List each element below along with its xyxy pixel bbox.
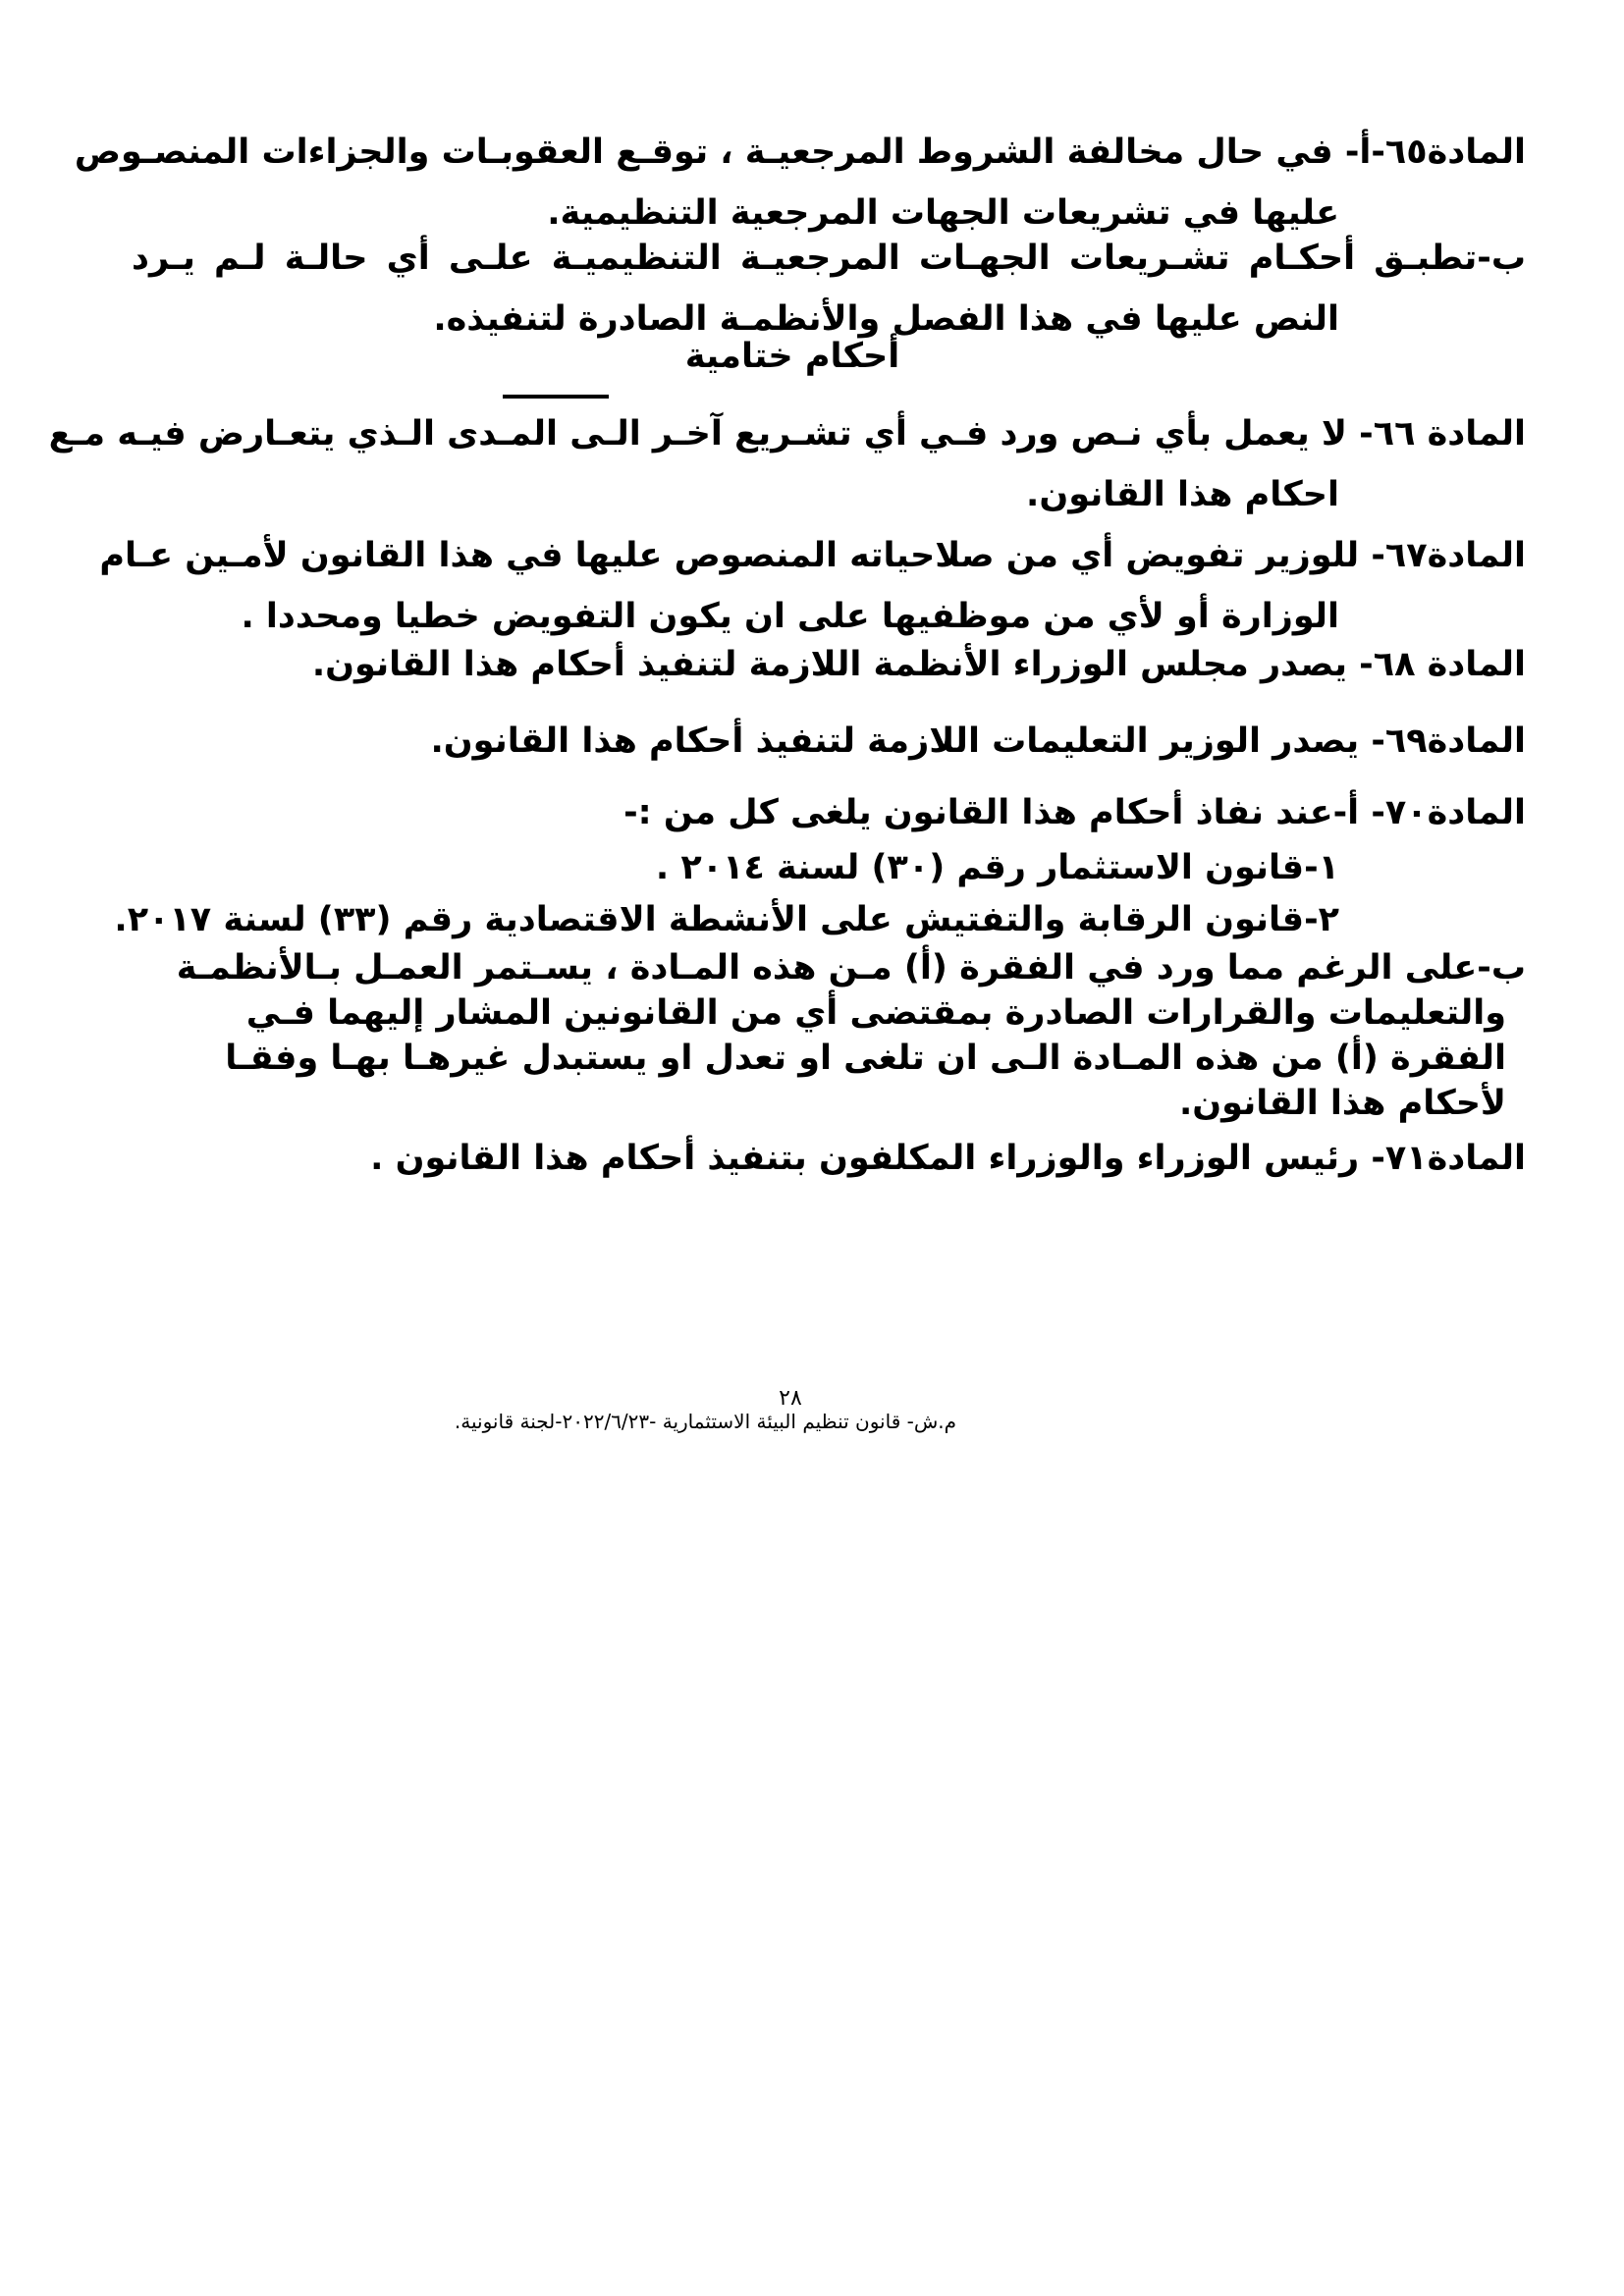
article-70-item-2-block [114,889,1526,950]
article-67-line-2: الوزارة أو لأي من موظفيها على ان يكون التفويض خطيا ومحددا . [241,597,1339,636]
article-65-line-2: عليها في تشريعات الجهات المرجعية التنظيمية. [547,193,1339,233]
article-65-line-1: المادة٦٥-أ- في حال مخالفة الشروط المرجعيـة ، توقـع العقوبـات والجزاءات المنصـوص [74,133,1526,172]
article-69 [132,711,1526,772]
article-66-line-2: احكام هذا القانون. [1026,475,1339,514]
article-67 [99,525,1526,647]
article-70-para-b-line-1: ب-على الرغم مما ورد في الفقرة (أ) مـن هذه المـادة ، يسـتمر العمـل بـالأنظمـة [176,948,1526,988]
article-70-para-b [176,945,1526,1126]
article-66 [48,403,1526,525]
section-heading: أحكام ختامية [684,337,900,376]
article-66-line-1: المادة ٦٦- لا يعمل بأي نـص ورد فـي أي تشـريع آخـر الـى المـدى الـذي يتعـارض فيـه مـع [48,414,1526,454]
article-65-line-4: النص عليها في هذا الفصل والأنظمـة الصادرة لتنفيذه. [433,299,1339,339]
article-70-para-b-line-3: الفقرة (أ) من هذه المـادة الـى ان تلغى او تعدل او يستبدل غيرهـا بهـا وفقـا [225,1039,1506,1078]
article-69-text: المادة٦٩- يصدر الوزير التعليمات اللازمة لتنفيذ أحكام هذا القانون. [430,721,1526,761]
article-68-text: المادة ٦٨- يصدر مجلس الوزراء الأنظمة اللازمة لتنفيذ أحكام هذا القانون. [311,645,1526,684]
article-70-item-2: ٢-قانون الرقابة والتفتيش على الأنشطة الاقتصادية رقم (٣٣) لسنة ٢٠١٧. [114,900,1339,939]
article-71-text: المادة٧١- رئيس الوزراء والوزراء المكلفون بتنفيذ أحكام هذا القانون . [370,1139,1526,1178]
article-65-line-3: ب-تطبـق أحكـام تشـريعات الجهـات المرجعيـة التنظيميـة علـى أي حالـة لـم يـرد [132,239,1526,278]
article-70 [132,782,1526,843]
article-70-item-1: ١-قانون الاستثمار رقم (٣٠) لسنة ٢٠١٤ . [655,848,1339,887]
heading-underline [503,395,609,399]
article-68 [132,634,1526,695]
article-71 [132,1128,1526,1189]
footer-text: م.ش- قانون تنظيم البيئة الاستثمارية -٢٠٢٢/٦/٢٣-لجنة قانونية. [454,1410,956,1433]
article-70-para-b-line-2: والتعليمات والقرارات الصادرة بمقتضى أي من القانونين المشار إليهما فـي [245,993,1506,1033]
article-65-para-b [132,228,1526,349]
article-65 [74,122,1526,243]
article-70-para-b-line-4: لأحكام هذا القانون. [1178,1084,1506,1123]
article-70-line-1: المادة٧٠- أ-عند نفاذ أحكام هذا القانون يلغى كل من :- [623,793,1526,832]
article-67-line-1: المادة٦٧- للوزير تفويض أي من صلاحياته المنصوص عليها في هذا القانون لأمـين عـام [99,536,1526,575]
page-number: ٢٨ [779,1386,802,1411]
